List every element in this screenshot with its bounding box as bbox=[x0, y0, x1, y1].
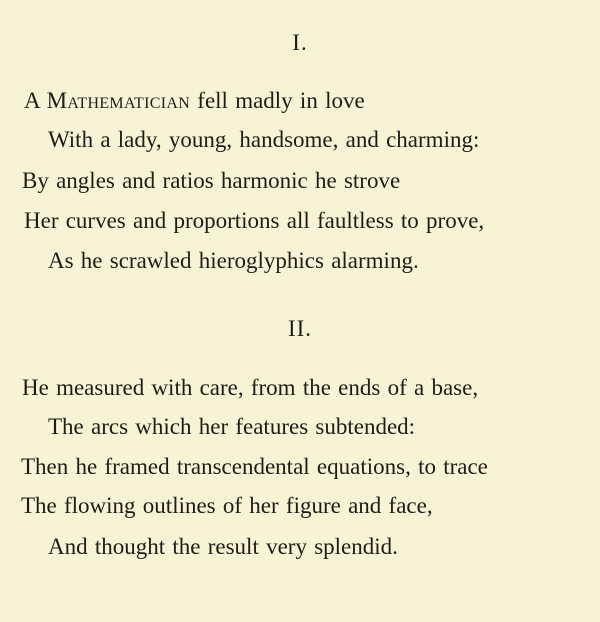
poem-line: By angles and ratios harmonic he strove bbox=[22, 168, 401, 193]
stanza-heading: II. bbox=[287, 316, 313, 341]
poem-line: Then he framed transcendental equations, to trace bbox=[21, 454, 488, 479]
poem-line: With a lady, young, handsome, and charming: bbox=[48, 127, 480, 152]
poem-line: The flowing outlines of her figure and face, bbox=[21, 493, 433, 518]
poem-line: He measured with care, from the ends of a base, bbox=[22, 375, 479, 400]
poem-line: Her curves and proportions all faultless to prove, bbox=[24, 208, 485, 233]
line-prefix: A bbox=[24, 88, 47, 113]
poem-line: The arcs which her features subtended: bbox=[48, 414, 416, 439]
poem-line: As he scrawled hieroglyphics alarming. bbox=[48, 248, 419, 273]
stanza-heading: I. bbox=[292, 30, 308, 55]
small-caps-word: Mathematician bbox=[46, 88, 191, 113]
poem-line bbox=[24, 88, 365, 114]
line-text: fell madly in love bbox=[190, 88, 365, 113]
poem-line: And thought the result very splendid. bbox=[48, 534, 398, 559]
